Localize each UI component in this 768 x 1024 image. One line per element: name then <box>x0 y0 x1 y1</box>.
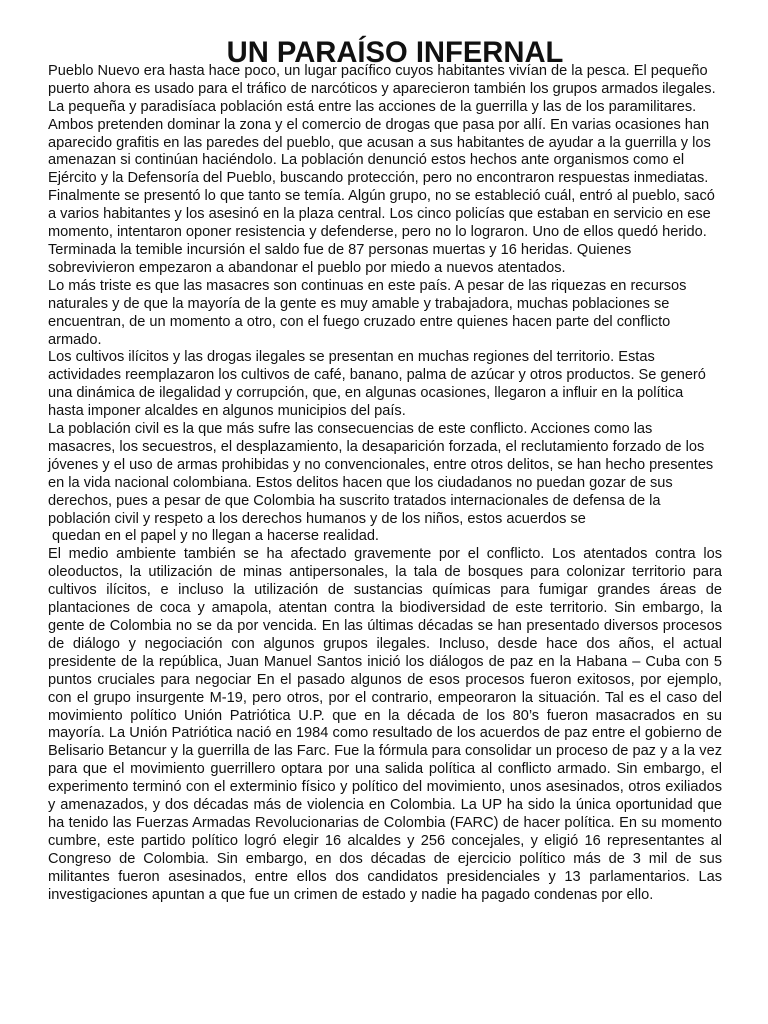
paragraph-paramilitares: La pequeña y paradisíaca población está entre las acciones de la guerrilla y las de los paramilitares. Ambos pretenden dominar la zona y el comercio de drogas que pasa por allí. En varias ocasiones han aparecido grafitis en las paredes del pueblo, que acusan a sus habitantes de ayudar a la guerrilla y los amenazan si continúan haciéndolo. La población denunció estos hechos ante organismos como el Ejército y la Defensoría del Pueblo, buscando protección, pero no encontraron respuestas inmediatas. Finalmente se presentó lo que tanto se temía. Algún grupo, no se estableció cuál, entró al pueblo, sacó a varios habitantes y los asesinó en la plaza central. Los cinco policías que estaban en servicio en ese momento, intentaron oponer resistencia y defenderse, pero no lo lograron. Uno de ellos quedó herido. Terminada la temible incursión el saldo fue de 87 personas muertas y 16 heridas. Quienes sobrevivieron empezaron a abandonar el pueblo por miedo a nuevos atentados. <box>48 98 715 276</box>
paragraph-poblacion-civil: La población civil es la que más sufre las consecuencias de este conflicto. Acciones como las masacres, los secuestros, el desplazamiento, la desaparición forzada, el reclutamiento forzado de los jóvenes y el uso de armas prohibidas y no convencionales, entre otros delitos, se han hecho presentes en la vida nacional colombiana. Estos delitos hacen que los ciudadanos no puedan gozar de sus derechos, pues a pesar de que Colombia ha suscrito tratados internacionales de defensa de la población civil y respeto a los derechos humanos y de los niños, estos acuerdos se <box>48 421 714 527</box>
paragraph-cultivos-ilicitos: Los cultivos ilícitos y las drogas ilegales se presentan en muchas regiones del territorio. Estas actividades reemplazaron los cultivos de café, banano, palma de azúcar y otros productos. Se generó una dinámica de ilegalidad y corrupción, que, en algunas ocasiones, llegaron a influir en la política hasta imponer alcaldes en algunos municipios del país. <box>48 349 706 420</box>
paragraph-pueblo-nuevo: Pueblo Nuevo era hasta hace poco, un lugar pacífico cuyos habitantes vivían de la pesca. El pequeño puerto ahora es usado para el tráfico de narcóticos y aparecieron también los grupos armados ilegales. <box>48 62 716 97</box>
paragraph-poblacion-civil-continuation: quedan en el papel y no llegan a hacerse realidad. <box>52 528 379 545</box>
paragraph-medio-ambiente: El medio ambiente también se ha afectado gravemente por el conflicto. Los atentados contra los oleoductos, la utilización de minas antipersonales, la tala de bosques para colonizar territorio para cultivos ilícitos, e incluso la utilización de sustancias químicas para fumigar grandes áreas de plantaciones de coca y amapola, atentan contra la biodiversidad de este territorio. Sin embargo, la gente de Colombia no se da por vencida. En las últimas décadas se han presentado diversos procesos de diálogo y negociación con algunos grupos ilegales. Incluso, desde hace dos años, el actual presidente de la república, Juan Manuel Santos inició los diálogos de paz en la Habana – Cuba con 5 puntos cruciales para negociar En el pasado algunos de esos procesos fueron exitosos, por ejemplo, con el grupo insurgente M-19, pero otros, por el contrario, empeoraron la situación. Tal es el caso del movimiento político Unión Patriótica U.P. que en la década de los 80’s fueron masacrados en su mayoría. La Unión Patriótica nació en 1984 como resultado de los acuerdos de paz entre el gobierno de Belisario Betancur y la guerrilla de las Farc. Fue la fórmula para consolidar un proceso de paz y a la vez para que el movimiento guerrillero optara por una salida política al conflicto armado. Sin embargo, el experimento terminó con el exterminio físico y político del movimiento, unos asesinados, otros exiliados y amenazados, y dos décadas más de violencia en Colombia. La UP ha sido la única oportunidad que ha tenido las Fuerzas Armadas Revolucionarias de Colombia (FARC) de hacer política. En su momento cumbre, este partido político logró elegir 16 alcaldes y 256 concejales, y eligió 16 representantes al Congreso de Colombia. Sin embargo, en dos décadas de ejercicio político más de 3 mil de sus militantes fueron asesinados, entre ellos dos candidatos presidenciales y 13 parlamentarios. Las investigaciones apuntan a que fue un crimen de estado y nadie ha pagado condenas por ello. <box>48 546 722 903</box>
document-title: UN PARAÍSO INFERNAL <box>226 37 564 69</box>
document-page <box>48 37 722 905</box>
paragraph-masacres: Lo más triste es que las masacres son continuas en este país. A pesar de las riquezas en recursos naturales y de que la mayoría de la gente es muy amable y trabajadora, muchas poblaciones se encuentran, de un momento a otro, con el fuego cruzado entre quienes hacen parte del conflicto armado. <box>48 277 687 348</box>
